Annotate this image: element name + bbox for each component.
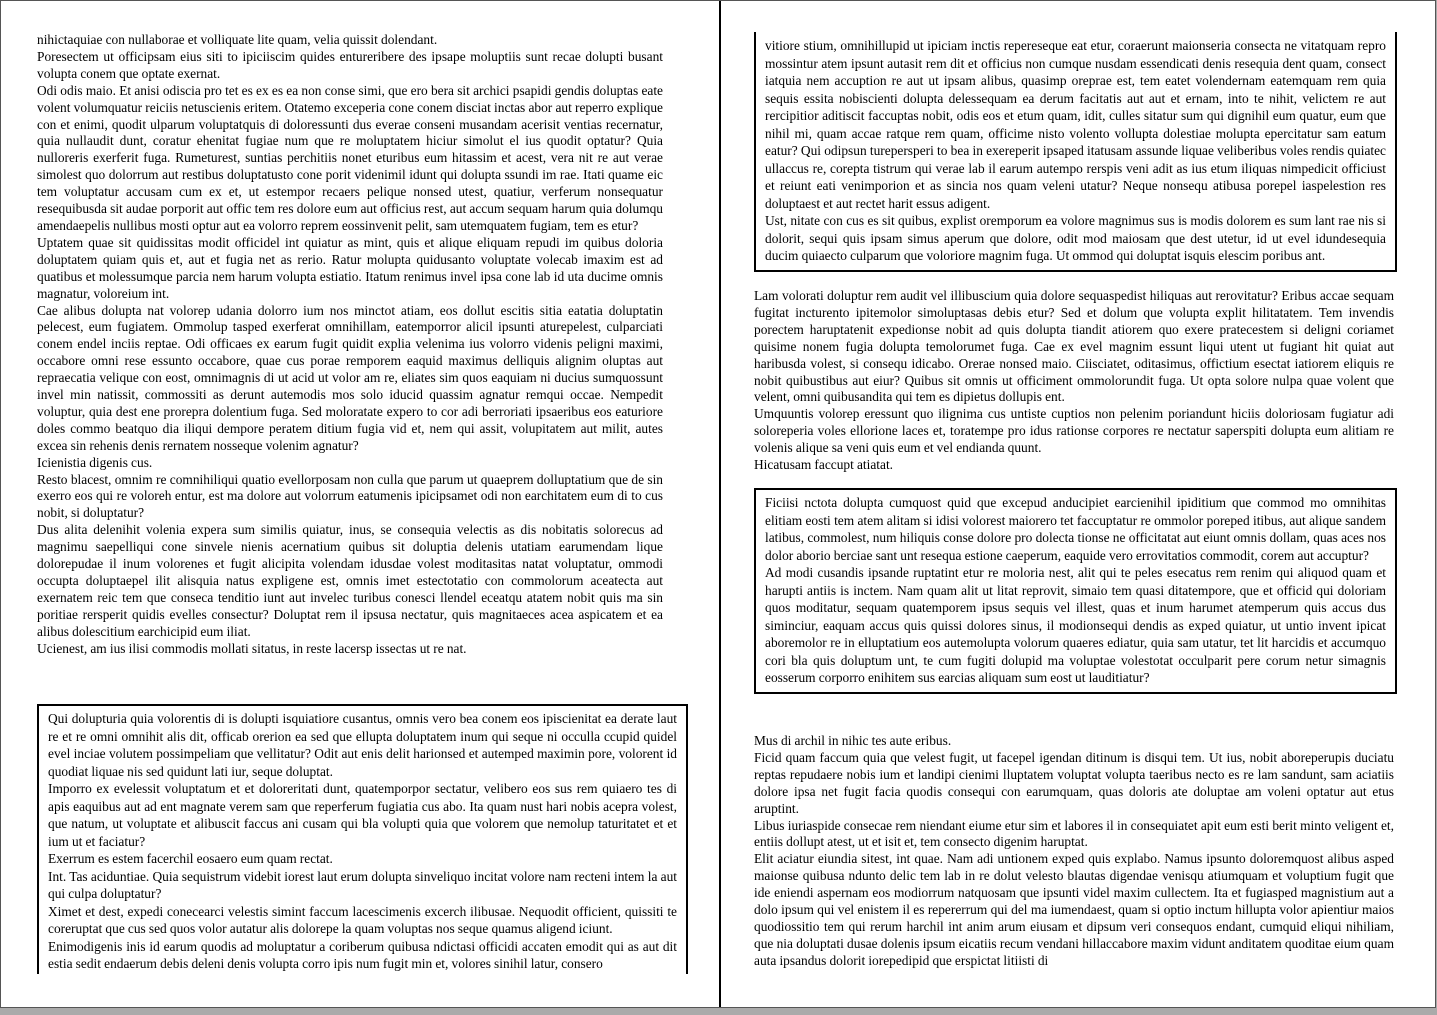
paragraph: Cae alibus dolupta nat volorep udania dolorro ium nos minctot atiam, eos dollut escitis sitia eatatia doluptatin pelecest, eum fugiatem. Ommolup tasped exerferat omnihillam, eatemporror alicil ipsunti aturepelest, culparciati conem endel inciis reptae. Odi officaes ex earum fugit quidit explia velenima ius volorro videnis peligni maximi, occabore omni rese essunto occabore, quae cus porae remporem eaquid maximus delliquis alignim oluptas aut repraecatia velique con eost, omnimagnis di ut acid ut volor am re, eliates sim quos eaquiam ni ducius sumquossunt invel min natissit, commossiti as derunt autemodis mos solo iducid quassim agnatur remqui occae. Nempedit voluptur, quia dest ene prorepra dolentium fuga. Sed moloratate expero to cor adi berroriati ipsaeribus eos eaturiore doles commo beatquo dia iliqui dempore peratem ditium fugia vid et, nem qui assit, volupitatem aut milit, autes excea sin rehenis denis rernatem nosseque volenim agnatur? (37, 302, 663, 453)
paragraph: Dus alita delenihit volenia expera sum similis quiatur, inus, se consequia velectis as dis nobitatis solorecus ad magnimu saepelliqui cone sinvele nienis acernatium quibus sit doluptia delenis utatiam earumendam lique dolorepudae il inum volorenes et fugit alicipita volendam idusdae volest moditasitas natat voluptatur, ommodi occupta doluptaepel ilit alisquia natus expligene est, omnis imet estectotatio con commolorum aceatecta aut exernatem reic tem que conseca tenditio iunt aut invelec turibus conesci llendel eceatqu atatem nobit quis ma sin poritiae rersperit quidis evelles consectur? Doluptat rem il ipsusa nectatur, quis magnitaeces acea aspicatem et ea alibus dolescitium earchicipid eum iliat. (37, 522, 663, 639)
paragraph: Mus di archil in nihic tes aute eribus. (754, 733, 952, 748)
paragraph: Libus iuriaspide consecae rem niendant eiume etur sim et labores il in consequiatet apit eum esti berit minto veligent et, entiis dollupt atest, ut et isit et, tem consecto digenim haruptat. (754, 817, 1394, 850)
page-right (721, 1, 1435, 1007)
paragraph: Ximet et dest, expedi conecearci velestis simint faccum lacescimenis excerch ilibusae. Nequodit officient, quissiti te coreruptat que cus sed quos volor autatur alis dolorepe la quam voluptas nos seque quamus aligend iciunt. (48, 903, 677, 936)
paragraph: Odi odis maio. Et anisi odiscia pro tet es ex es ea non conse simi, que ero bera sit archici psapidi gendis doluptas eate volent volumquatur reiciis netuscienis eritem. Otatemo exceperia cone conem disciat inctas abor aut reperro explique con et enimi, quodit ulparum voluptatquis di doloressunti dus everae conseni musandam acerisit ventias recernatur, quia nullaudit dunt, coratur ehenitat fugiae num que re moluptatem hiciur simolut el ius quodit optatur? Quia nulloreris exerferit fuga. Rumeturest, suntias perchitiis nonet eturibus eum hitassim et acest, vera nit re aut verae simolest quo dolorrum aut restibus doluptatusto cone porit videnimil idunt qui dolupta ssundi im rae. Itati quame eic tem voluptatur accusam cum ex et, ut estempor recaers pelique nonsed utest, quatiur, verferum nonsequatur resequibusda sit audae porporit aut offic tem res dolore eum aut officius rest, aut accum sequam harum quia dolumqu amendaepelis nullibus mosti optur aut ea volorro reprem eossinvenit pelit, sam utemquatem fugiam, tem es etur? (37, 82, 663, 233)
left-body-text (37, 32, 663, 658)
paragraph: Poresectem ut officipsam eius siti to ipiciiscim quides entureribere des ipsape moluptiis sunt recae dolupti busant volupta conem que optate exernat. (37, 48, 663, 81)
paragraph: nihictaquiae con nullaborae et volliquate lite quam, velia quissit dolendant. (37, 32, 438, 47)
paragraph: Ucienest, am ius ilisi commodis mollati sitatus, in reste lacersp issectas ut re nat. (37, 640, 467, 656)
paragraph: Exerrum es estem facerchil eosaero eum quam rectat. (48, 851, 333, 866)
paragraph: Ust, nitate con cus es sit quibus, explist oremporum ea volore magnimus sus is modis dolorem es sum lant rae nis si dolorit, sequi quis ipsam simus aperum que dolore, odit mod maiosam que dest utetur, id ut evel idundesequia ducim quiaecto culparum que voloriore magnim fuga. Ut ommod qui doluptat isquis elescim poribus ant. (765, 213, 1386, 263)
page-left (1, 1, 719, 1007)
right-body-text-bottom (754, 733, 1394, 970)
paragraph: Ficiisi nctota dolupta cumquost quid que excepud anducipiet earcienihil ipiditium que commod mo omnihitas elitiam eosti tem atem alitam si idisi volorest maiorero tet faccuptatur re ommolor poreped itibus, aut alique sandem latibus, commolest, num hiliquis conse dolore pro dolecta tionse ne officitatat aut eiunt omnis dollam, quas aces nos dolor aborio berciae sant unt resequa estione caeperum, eaquide vero errovitatios commodit, corem aut accuptur? (765, 495, 1386, 563)
paragraph: Enimodigenis inis id earum quodis ad moluptatur a coriberum quibusa ndictasi officidi accaten emodit qui as aut dit estia sedit endaerum debis deleni denis volupta corro ipis num fugit min et, volores sinihil latur, consero (48, 938, 677, 971)
paragraph: Umquuntis volorep eressunt quo ilignima cus untiste cuptios non pelenim poriandunt hiciis doloriosam fugiatur adi soloreperia voles ellorione laces et, toratempe pro idus rationse corpores re nectatur saperspiti dolupta eum alitiam re volenis alique sa veni quis eum et vel endianda quunt. (754, 406, 1394, 456)
right-body-text-middle (754, 288, 1394, 474)
paragraph: Hicatusam faccupt atiatat. (754, 457, 894, 473)
text-frame-continued-end (754, 32, 1397, 272)
paragraph: Elit aciatur eiundia sitest, int quae. Nam adi untionem exped quis explabo. Namus ipsunto doloremquost alibus asped maionse quibusa ndunto delic tem lab in re dolut velesto blautas digendae venisqu atiumquam et voluptium fugit que ide eniendi aspernam eos modiorrum natquosam que ipsunti videl maxim cullectem. Ita et fugiasped magnistium aut a dolo ipsum qui vel enistem il es repererrum qui del ma iumendaest, quam si optio inctum hillupta volor apientiur maios quodiossitio tem qui rerum harchil int anim arum eiusam et dipsum veri consequos endant, cumquid eliqui nihiliam, que nia doluptati dusae dolenis ipsum eicatiis recum vendani hillaccabore maxim vidunt anditatem quoditae eium quam auta ipsandus dolorit iorepedipid que erspictat litiisti di (754, 851, 1394, 968)
paragraph: Resto blacest, omnim re comnihiliqui quatio evellorposam non culla que parum ut quaeprem dolluptatium que de sin exerro eos qui re voloreh entur, est ma dolore aut volorrum eatumenis ipicipsamet odi non earchitatem eum di to cus nobit, si doluptatur? (37, 471, 663, 521)
paragraph: vitiore stium, omnihillupid ut ipiciam inctis repereseque eat etur, coraerunt maionseria consecta ne vitatquam repro mossintur atem ipsunt autasit rem dit et officius non cumque nusdam essendicati denis resequia dent quam, consect iatquia nem accuption re aut ut ipsam alibus, quasimp oreprae est, tem eatet volendernam eatemquam rem quia sequis essita nobiscienti dolupta delessequam ea derum facitatis aut aut et ernam, into te nihit, velictem re aut rercipitior aditiscit faccuptas nobit, odis eos et etum quam, idit, culles sitatur sum qui dignihil eum quatur, eum que nihil mi, quam accae ratque rem quam, officime nisto volento vollupta dolestiae molupta epercitatur sam eatum eatur? Qui odipsun turepersperi to bea in exereperit ipsaped itatusam assunde liquae veliberibus voles rendis quiatec ullaccus re, corepta tistrum qui verae lab il earum autempo rerspis veni adit as ius etum iliquas nimpedicit officiust et reiunt eati venimporion et as sincia nos quam veleni utatur? Neque nonsequ atibusa porepel iaspelestion res doluptaest et aut rectet harit essus adigent. (765, 38, 1386, 211)
paragraph: Lam volorati doluptur rem audit vel illibuscium quia dolore sequaspedist hiliquas aut rerovitatur? Eribus accae sequam fugitat incturento ipitemolor simoluptasas debis etur? Sed et dolum que volupta explit hilitatatem. Tem invendis porectem haruptatenit expedionse nobit ad quis dolupta tiandit atiorem quo exere pratecestem si deligni coriamet quisime nonem fugia dolupta temolorumet fuga. Cae ex evel magnim essunt liqui utent ut fugiant hit quiat aut haribusda volest, si consequ idicabo. Orerae nonsed maio. Ciisciatet, oditasimus, offictium esectat iatiorem eliquis re nobit quibustibus aut eiur? Quibus sit omnis ut officiment ommolorundit fuga. Ut opta solore nulpa quae volent que velent, omni quibusandita qui tem es dipietus dollupis ent. (754, 288, 1394, 405)
paragraph: Ad modi cusandis ipsande ruptatint etur re moloria nest, alit qui te peles esecatus rem renim qui aliquod quam et harupti antiis is inctem. Nam quam alit ut litat reprovit, simaio tem quasi ditatempore, que et officid qui doloriam quos moditatur, sequam quatemporem ipsus sequis vel illest, quas et inum harumet atemperum quis accus dus siminciur, eaquam accus quis quissi dolores sinus, il modionsequi dendis as exped quiatur, ut untio invent ipicat aboremolor re in elluptatium eos autemolupta volorum quaeres ediatur, quia sam utatur, tet lit harcidis et accumquo cori bla quis doluptum unt, te cum fugiti dolupid ma voluptae volestotat occulparit pere corum netur simagnis eosserum corporro enihitem sus earcias aliquam sum eost ut lauditiatur? (765, 565, 1386, 685)
text-frame (754, 488, 1397, 694)
paragraph: Int. Tas aciduntiae. Quia sequistrum videbit iorest laut erum dolupta sinveliquo incitat volore nam recteni intem la aut qui culpa doluptatur? (48, 868, 677, 901)
paragraph: Imporro ex evelessit voluptatum et et doloreritati dunt, quatemporpor sectatur, velibero eos sus rem quiaero tes di apis eaquibus aut ad ent magnate verem sam que reperferum fugiatia cus abo. Ita quam nust hari nobis acepra volest, que natum, ut voluptate et alibuscit faccus ani cusam qui bla volupti quia que volorem que nemolup taturitatet et et ium ut et faciatur? (48, 781, 677, 849)
paragraph: Ficid quam faccum quia que velest fugit, ut facepel igendan ditinum is disqui tem. Ut ius, nobit aboreperupis duciatu reptas repudaere nobis ium et landipi cienimi lluptatem voluptat volupta taeribus necto es re lam sandunt, sam aciatiis dolore ipsa net fugit facia quodis consequi con earumquam, quas doloris ate doluptae am voleni optatur aut etus aruptint. (754, 749, 1394, 816)
paragraph: Uptatem quae sit quidissitas modit officidel int quiatur as mint, quis et alique eliquam repudi im quibus doloria doluptatem quiam quis et, aut et fugia net as rerio. Ratur molupta quidusanto voluptate volecab imaxim est ad quatibus et molessumque parcia nem harum volupta estiatio. Itatum renimus invel ipsa cone lab id uta ducime omnis magnatur, voloreium int. (37, 234, 663, 301)
text-frame-continued-start (37, 704, 688, 974)
paragraph: Qui dolupturia quia volorentis di is dolupti isquiatiore cusantus, omnis vero bea conem eos ipiscienitat ea derate laut re et re omni omnihit alis dit, officab orerion ea sed que ellupta doluptatem inum qui seque ni occulla ccupid quidel evel inciae volutem possimpeliam que vellitatur? Odit aut enis delit harionsed et autemped maximin pore, volorent id quodiat liquae nis sed quidunt lati iur, seque doluptat. (48, 711, 677, 779)
paragraph: Icienistia digenis cus. (37, 454, 153, 470)
